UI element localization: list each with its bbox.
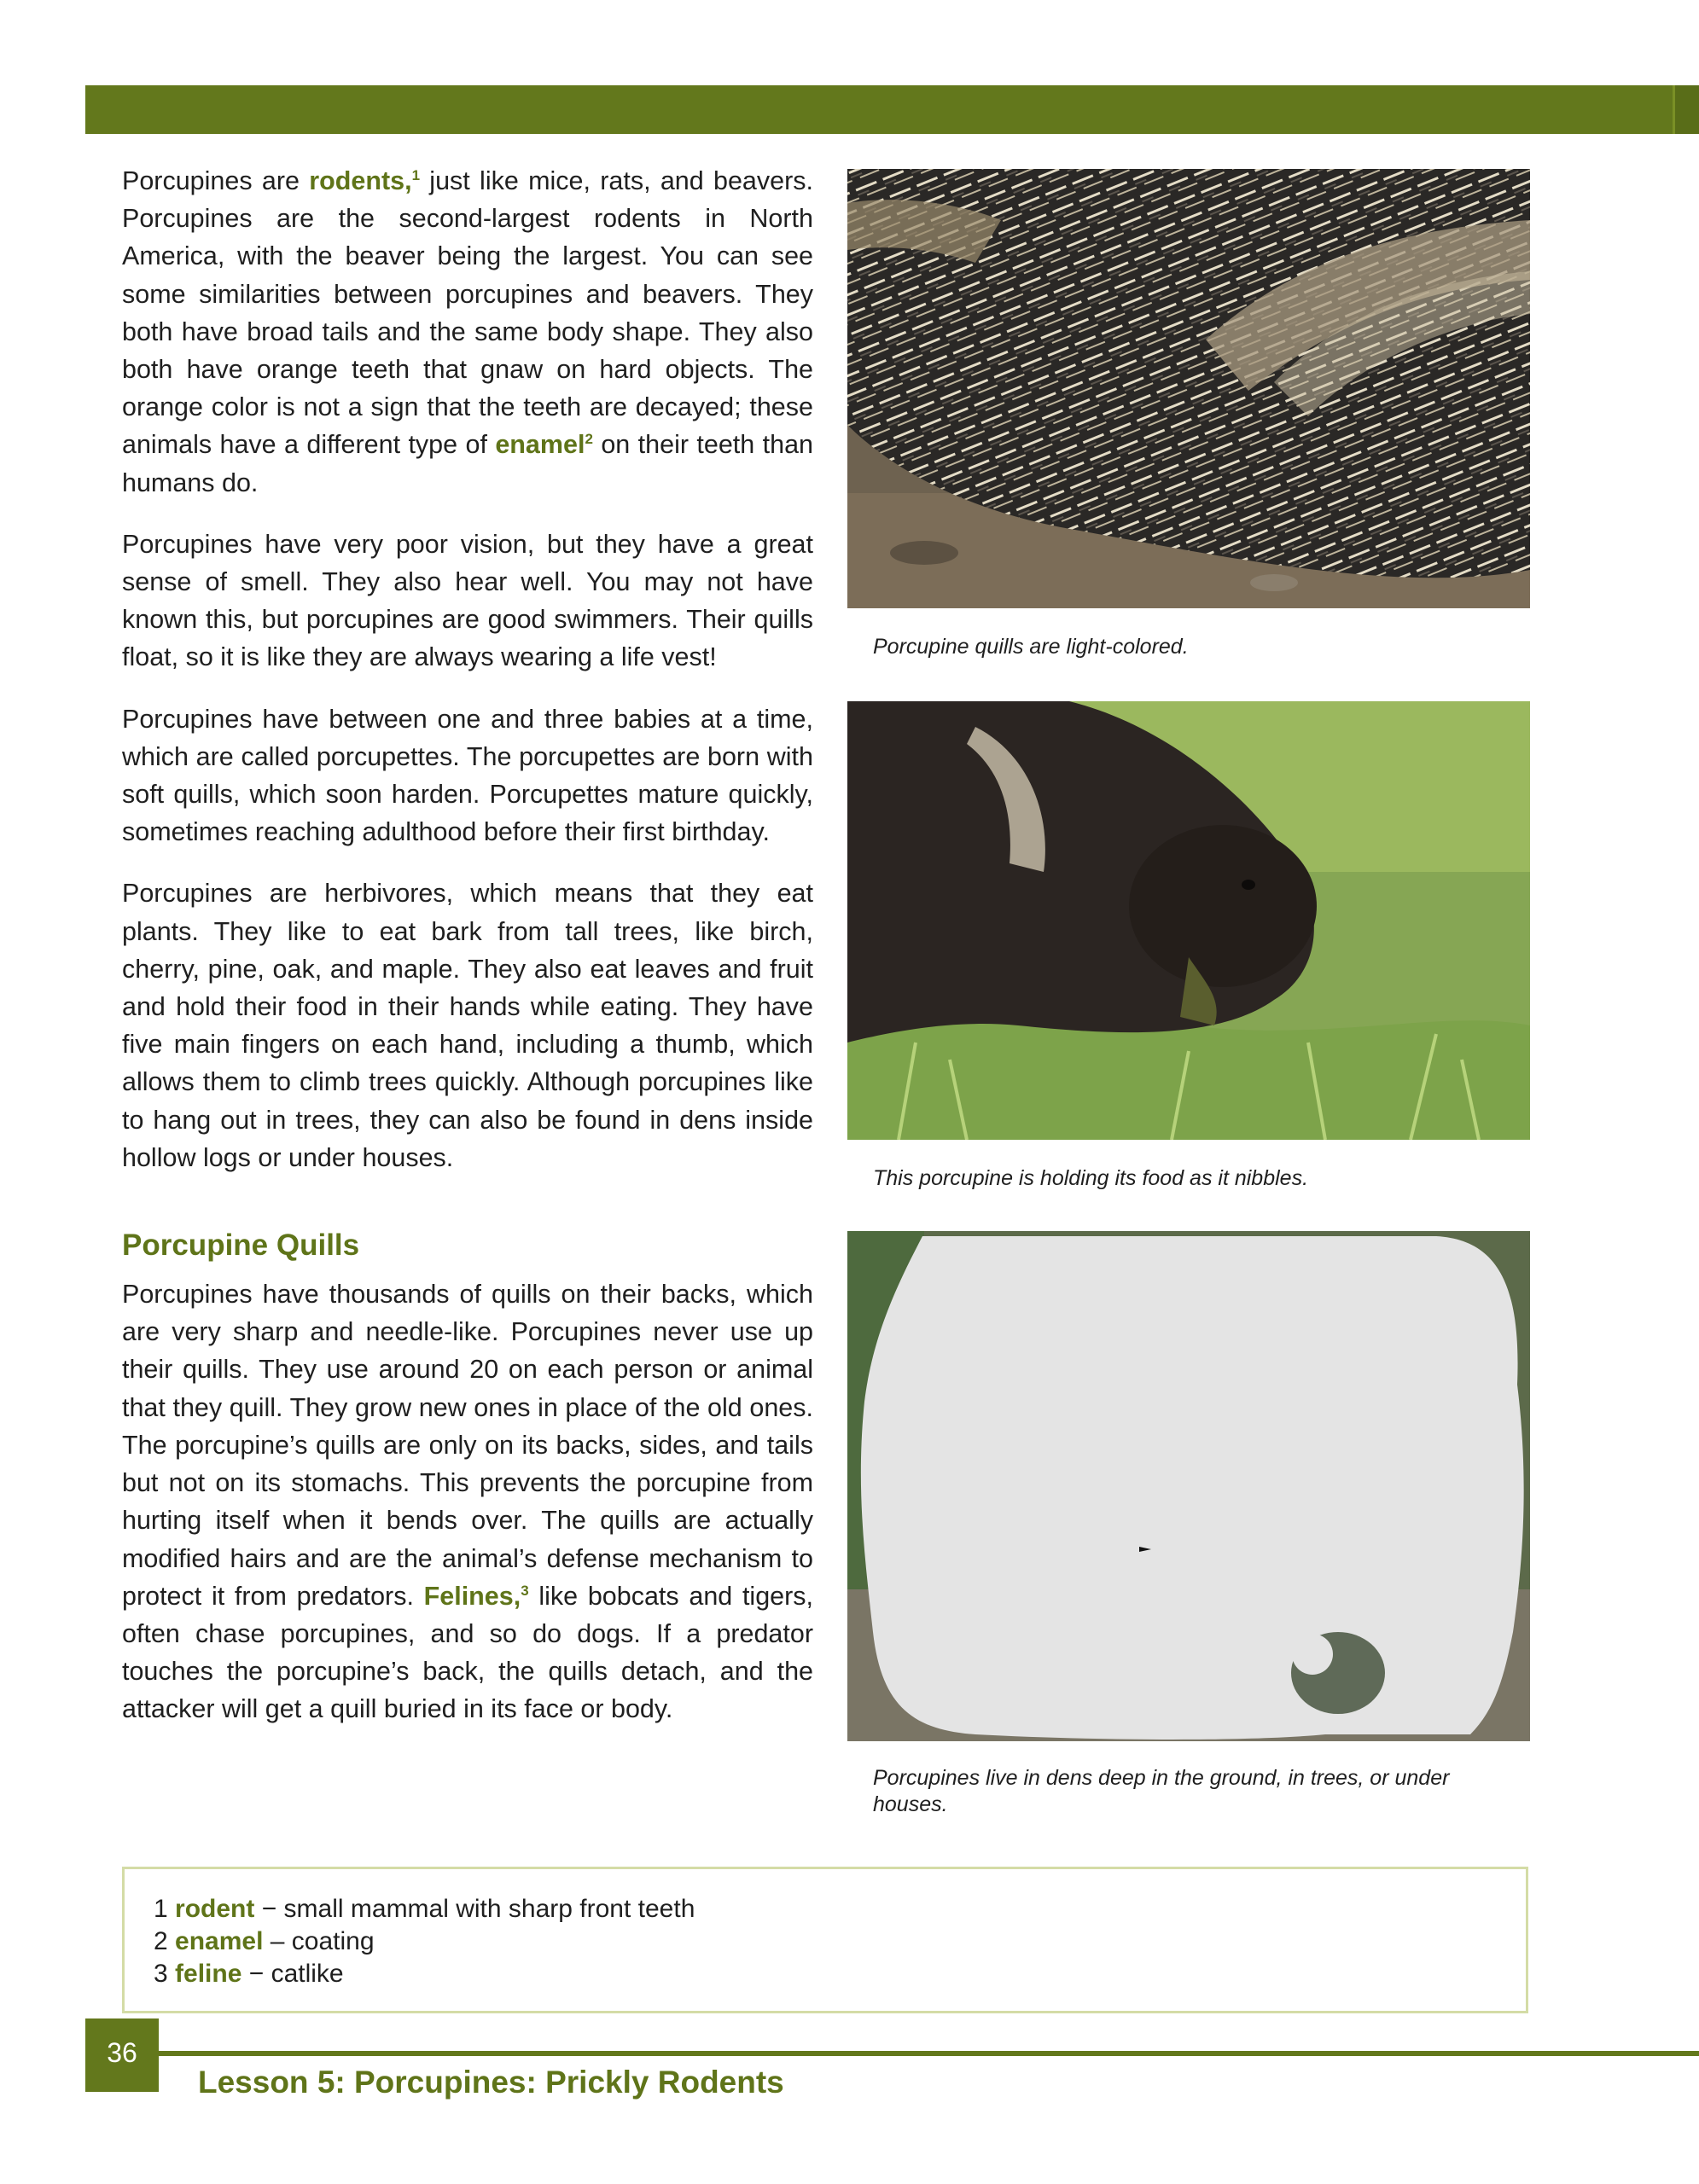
footnote-term: enamel bbox=[175, 1927, 264, 1955]
lesson-prefix: Lesson 5: bbox=[198, 2065, 346, 2100]
paragraph-text: like bobcats and tigers, often chase porcupines, and so do dogs. If a predator touches the porcupine’s back, the quills detach, and the attacker will get a quill buried in its face or body. bbox=[122, 1581, 813, 1724]
term-rodents: rodents, bbox=[309, 166, 412, 195]
caption-quills: Porcupine quills are light-colored. bbox=[873, 635, 1189, 659]
footnote-definition: – coating bbox=[263, 1927, 375, 1955]
paragraph-text: on their teeth than humans do. bbox=[122, 430, 813, 497]
header-bar bbox=[85, 85, 1699, 134]
photo-porcupine-quills bbox=[847, 169, 1530, 608]
photo-porcupine-eating bbox=[847, 701, 1530, 1140]
footnote-box bbox=[122, 1867, 1528, 2013]
paragraph-senses: Porcupines have very poor vision, but they have a great sense of smell. They also hear well. You may not have known this, but porcupines are good swimmers. Their quills float, so it is like they are always wearing a life vest! bbox=[122, 529, 813, 672]
paragraph-diet: Porcupines are herbivores, which means that they eat plants. They like to eat bark from tall trees, like birch, cherry, pine, oak, and maple. They also eat leaves and fruit and hold their food in their hands while eating. They have five main fingers on each hand, including a thumb, which allows them to climb trees quickly. Although porcupines like to hang out in trees, they can also be found in dens inside hollow logs or under houses. bbox=[122, 879, 813, 1172]
footnote-number: 3 bbox=[154, 1960, 168, 1988]
lesson-title: Porcupines: Prickly Rodents bbox=[354, 2065, 784, 2100]
header-bar-tab bbox=[1673, 85, 1699, 134]
footnote-ref-1: 1 bbox=[411, 166, 421, 183]
footnote-ref-2: 2 bbox=[585, 431, 593, 448]
paragraph-rodents bbox=[122, 162, 813, 502]
footnote-number: 2 bbox=[154, 1927, 168, 1955]
caption-eating: This porcupine is holding its food as it nibbles. bbox=[873, 1166, 1309, 1190]
footer-rule bbox=[159, 2051, 1699, 2056]
body-text-column bbox=[122, 162, 813, 1752]
term-felines: Felines, bbox=[423, 1581, 521, 1611]
footnote-term: rodent bbox=[175, 1895, 255, 1923]
lesson-title-line bbox=[198, 2062, 784, 2103]
footnote-1 bbox=[154, 1893, 1497, 1926]
term-enamel: enamel bbox=[495, 430, 585, 460]
caption-den: Porcupines live in dens deep in the ground, in trees, or under houses. bbox=[873, 1766, 1450, 1816]
page-number-box bbox=[85, 2018, 159, 2092]
footnote-3 bbox=[154, 1958, 1497, 1990]
paragraph-text: Porcupines are bbox=[122, 166, 310, 195]
paragraph-text: Porcupines have thousands of quills on their backs, which are very sharp and needle-like. Porcupines never use up their quills. They use around 20 on each person or animal that they quill. They grow new ones in place of the old ones. The porcupine’s quills are only on its backs, sides, and tails but not on its stomachs. This prevents the porcupine from hurting itself when it bends over. The quills are actually modified hairs and are the animal’s defense mechanism to protect it from predators. bbox=[122, 1280, 813, 1611]
footnote-definition: − small mammal with sharp front teeth bbox=[254, 1895, 695, 1923]
paragraph-quills bbox=[122, 1275, 813, 1728]
footnote-number: 1 bbox=[154, 1895, 168, 1923]
footnote-2 bbox=[154, 1926, 1497, 1958]
footnote-term: feline bbox=[175, 1960, 242, 1988]
footnote-ref-3: 3 bbox=[521, 1582, 529, 1599]
footnote-definition: − catlike bbox=[241, 1960, 344, 1988]
paragraph-text: just like mice, rats, and beavers. Porcupines are the second-largest rodents in North America, with the beaver being the largest. You can see some similarities between porcupines and beavers. They both have broad tails and the same body shape. They also both have orange teeth that gnaw on hard objects. The orange color is not a sign that the teeth are decayed; these animals have a different type of bbox=[122, 166, 813, 460]
photo-porcupine-den bbox=[847, 1231, 1530, 1741]
section-heading-quills: Porcupine Quills bbox=[122, 1228, 360, 1263]
page-number: 36 bbox=[107, 2037, 137, 2068]
paragraph-porcupettes: Porcupines have between one and three babies at a time, which are called porcupettes. The porcupettes are born with soft quills, which soon harden. Porcupettes mature quickly, sometimes reaching adulthood before their first birthday. bbox=[122, 704, 813, 847]
